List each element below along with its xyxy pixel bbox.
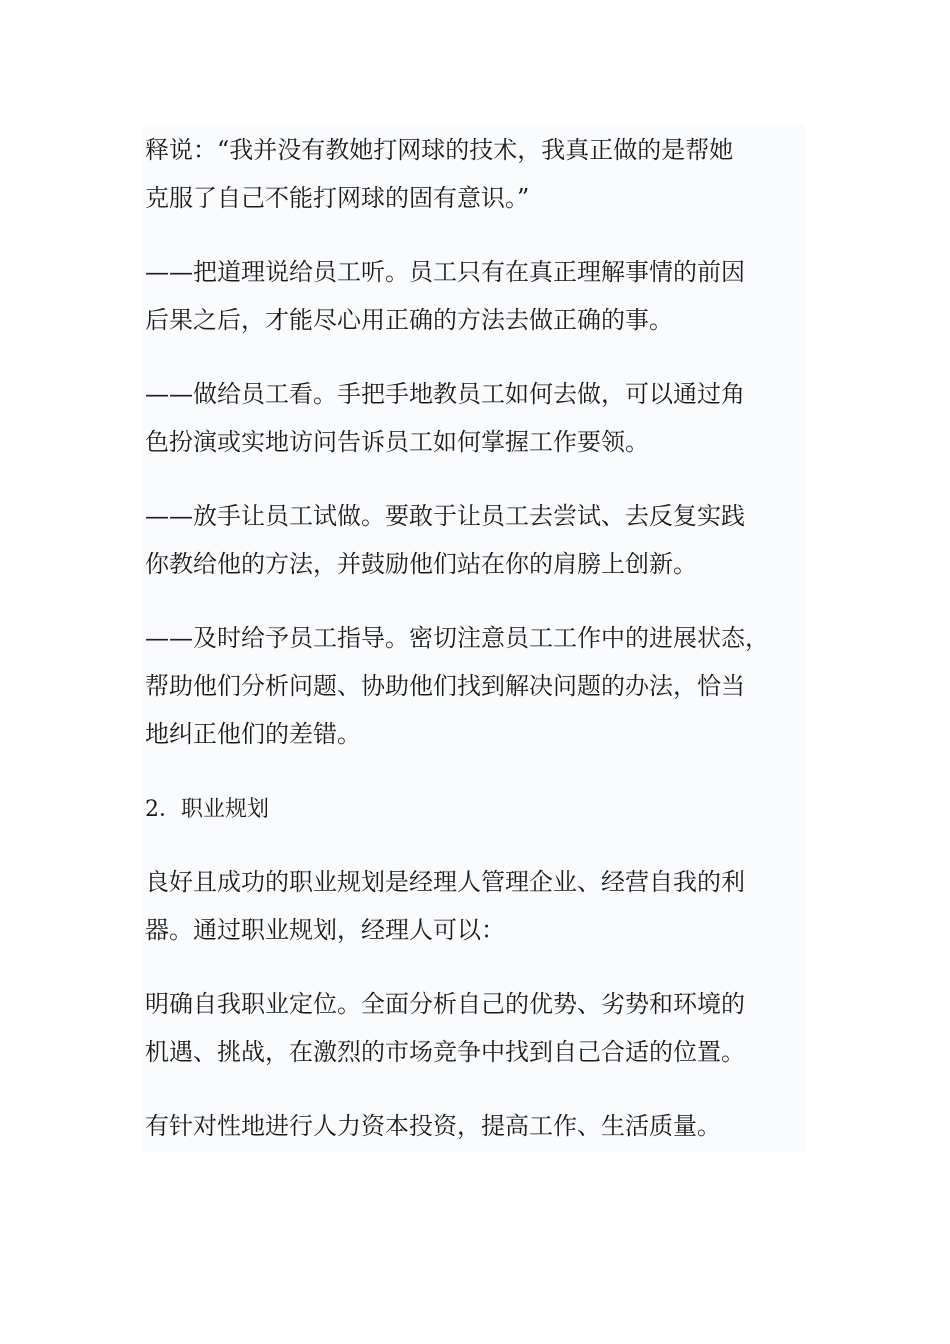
text-line: 释说：“我并没有教她打网球的技术，我真正做的是帮她 (145, 136, 734, 164)
let-try-paragraph (145, 492, 815, 588)
investment-paragraph (145, 1102, 815, 1150)
text-line: ——及时给予员工指导。密切注意员工工作中的进展状态， (145, 624, 769, 652)
text-line: 机遇、挑战，在激烈的市场竞争中找到自己合适的位置。 (145, 1038, 745, 1066)
text-line: ——把道理说给员工听。员工只有在真正理解事情的前因 (145, 258, 745, 286)
section-heading (145, 786, 815, 834)
guidance-paragraph (145, 614, 815, 758)
career-intro-paragraph (145, 858, 815, 954)
text-line: 明确自我职业定位。全面分析自己的优势、劣势和环境的 (145, 990, 745, 1018)
text-line: ——做给员工看。手把手地教员工如何去做，可以通过角 (145, 380, 745, 408)
explain-reason-paragraph (145, 248, 815, 344)
text-line: 有针对性地进行人力资本投资，提高工作、生活质量。 (145, 1112, 721, 1140)
text-line: 帮助他们分析问题、协助他们找到解决问题的办法，恰当 (145, 672, 745, 700)
text-line: 良好且成功的职业规划是经理人管理企业、经营自我的利 (145, 868, 745, 896)
text-line: 你教给他的方法，并鼓励他们站在你的肩膀上创新。 (145, 550, 697, 578)
text-line: 后果之后，才能尽心用正确的方法去做正确的事。 (145, 306, 673, 334)
text-line: 器。通过职业规划，经理人可以： (145, 916, 505, 944)
quote-paragraph (145, 126, 815, 222)
text-line: 地纠正他们的差错。 (145, 720, 361, 748)
text-line: 克服了自己不能打网球的固有意识。” (145, 184, 530, 212)
text-line: ——放手让员工试做。要敢于让员工去尝试、去反复实践 (145, 502, 745, 530)
heading-text: 2．职业规划 (145, 797, 269, 822)
demonstrate-paragraph (145, 370, 815, 466)
text-line: 色扮演或实地访问告诉员工如何掌握工作要领。 (145, 428, 649, 456)
positioning-paragraph (145, 980, 815, 1076)
